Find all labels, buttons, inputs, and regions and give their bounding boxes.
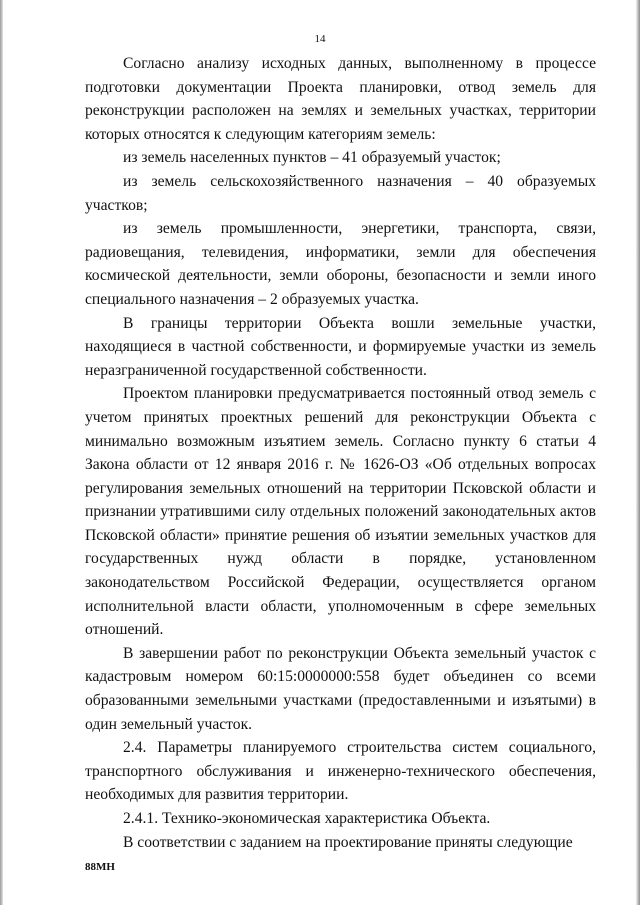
paragraph-settlement-lands: из земель населенных пунктов – 41 образуемый участок;: [123, 149, 501, 167]
scan-edge-left: [0, 0, 3, 905]
paragraph-agricultural-lands: из земель сельскохозяйственного назначения – 40 образуемых участков;: [85, 172, 596, 214]
footer-document-code: 88МН: [85, 861, 115, 873]
paragraph-design-assignment: В соответствии с заданием на проектирование приняты следующие: [123, 833, 573, 851]
page-number: 14: [314, 33, 326, 45]
scan-edge-right: [636, 0, 640, 905]
paragraph-land-allocation: Проектом планировки предусматривается постоянный отвод земель с учетом принятых проектных решений для реконструкции Объекта с минимально возможным изъятием земель. Согласно пункту 6 статьи 4 Закона области от 12 января 2016 г. № 1626-ОЗ «Об отдельных вопросах регулирования земельных отношений на территории Псковской области и признании утратившими силу отдельных положений законодательных актов Псковской области» принятие решения об изъятии земельных участков для государственных нужд области в порядке, установленном законодательством Российской Федерации, осуществляется органом исполнительной власти области, уполномоченным в сфере земельных отношений.: [85, 385, 596, 639]
paragraph-cadastral-merge: В завершении работ по реконструкции Объекта земельный участок с кадастровым номером 60:15:0000000:558 будет объединен со всеми образованными земельными участками (предоставленными и изъятыми) в один земельный участок.: [85, 644, 596, 733]
section-heading-2-4-1: 2.4.1. Технико-экономическая характеристика Объекта.: [123, 810, 491, 827]
paragraph-industrial-lands: из земель промышленности, энергетики, транспорта, связи, радиовещания, телевидения, информатики, земли для обеспечения космической деятельности, земли обороны, безопасности и земли иного специального назначения – 2 образуемых участка.: [85, 220, 596, 308]
document-body: [85, 52, 596, 854]
section-heading-2-4: 2.4. Параметры планируемого строительства систем социального, транспортного обслуживания и инженерно-технического обеспечения, необходимых для развития территории.: [85, 739, 596, 804]
paragraph-land-categories-intro: Согласно анализу исходных данных, выполненному в процессе подготовки документации Проекта планировки, отвод земель для реконструкции расположен на землях и земельных участках, территории которых относятся к следующим категориям земель:: [85, 55, 596, 143]
paragraph-object-boundaries: В границы территории Объекта вошли земельные участки, находящиеся в частной собственности, и формируемые участки из земель неразграниченной государственной собственности.: [85, 314, 596, 379]
